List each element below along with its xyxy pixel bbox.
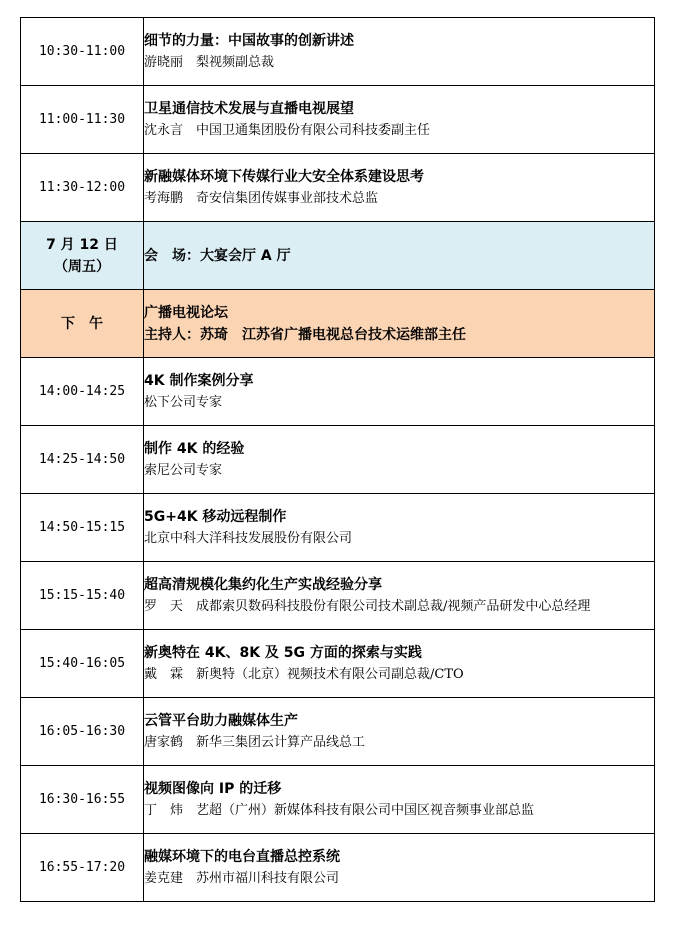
session-title: 广播电视论坛	[144, 304, 228, 321]
date-cell	[21, 222, 144, 290]
session-label: 下 午	[61, 315, 103, 332]
content-cell	[144, 698, 655, 766]
time-cell: 11:00-11:30	[21, 86, 144, 154]
speaker-info: 沈永言 中国卫通集团股份有限公司科技委副主任	[144, 122, 431, 138]
time-cell: 14:00-14:25	[21, 358, 144, 426]
date-label: 7 月 12 日	[46, 236, 118, 253]
talk-title: 卫星通信技术发展与直播电视展望	[144, 100, 354, 117]
table-row	[21, 86, 655, 154]
speaker-info: 松下公司专家	[144, 394, 223, 410]
time-cell: 10:30-11:00	[21, 18, 144, 86]
time-cell: 16:55-17:20	[21, 834, 144, 902]
content-cell	[144, 86, 655, 154]
speaker-info: 罗 天 成都索贝数码科技股份有限公司技术副总裁/视频产品研发中心总经理	[144, 598, 591, 614]
talk-title: 视频图像向 IP 的迁移	[144, 780, 282, 797]
speaker-info: 北京中科大洋科技发展股份有限公司	[144, 530, 353, 546]
table-row	[21, 834, 655, 902]
time-cell: 14:25-14:50	[21, 426, 144, 494]
table-row	[21, 698, 655, 766]
table-row	[21, 426, 655, 494]
session-label-cell	[21, 290, 144, 358]
session-row	[21, 290, 655, 358]
table-row	[21, 154, 655, 222]
table-row	[21, 18, 655, 86]
venue-row	[21, 222, 655, 290]
talk-title: 超高清规模化集约化生产实战经验分享	[144, 576, 382, 593]
speaker-info: 戴 霖 新奥特（北京）视频技术有限公司副总裁/CTO	[144, 666, 464, 682]
content-cell	[144, 562, 655, 630]
session-host: 主持人：苏琦 江苏省广播电视总台技术运维部主任	[144, 326, 466, 343]
talk-title: 新融媒体环境下传媒行业大安全体系建设思考	[144, 168, 424, 185]
talk-title: 制作 4K 的经验	[144, 440, 245, 457]
talk-title: 5G+4K 移动远程制作	[144, 508, 287, 525]
content-cell	[144, 426, 655, 494]
venue-cell	[144, 222, 655, 290]
weekday-label: （周五）	[54, 258, 110, 275]
talk-title: 云管平台助力融媒体生产	[144, 712, 298, 729]
content-cell	[144, 766, 655, 834]
speaker-info: 考海鹏 奇安信集团传媒事业部技术总监	[144, 190, 379, 206]
time-cell: 16:05-16:30	[21, 698, 144, 766]
table-row	[21, 562, 655, 630]
time-cell: 14:50-15:15	[21, 494, 144, 562]
speaker-info: 丁 炜 艺超（广州）新媒体科技有限公司中国区视音频事业部总监	[144, 802, 535, 818]
content-cell	[144, 494, 655, 562]
content-cell	[144, 630, 655, 698]
talk-title: 4K 制作案例分享	[144, 372, 254, 389]
talk-title: 细节的力量：中国故事的创新讲述	[144, 32, 354, 49]
talk-title: 融媒环境下的电台直播总控系统	[144, 848, 340, 865]
time-cell: 15:40-16:05	[21, 630, 144, 698]
table-row	[21, 766, 655, 834]
speaker-info: 游晓丽 梨视频副总裁	[144, 54, 275, 70]
time-cell: 16:30-16:55	[21, 766, 144, 834]
table-row	[21, 494, 655, 562]
session-cell	[144, 290, 655, 358]
content-cell	[144, 358, 655, 426]
speaker-info: 索尼公司专家	[144, 462, 223, 478]
talk-title: 新奥特在 4K、8K 及 5G 方面的探索与实践	[144, 644, 422, 661]
time-cell: 11:30-12:00	[21, 154, 144, 222]
content-cell	[144, 18, 655, 86]
schedule-table	[20, 17, 655, 902]
time-cell: 15:15-15:40	[21, 562, 144, 630]
table-row	[21, 358, 655, 426]
content-cell	[144, 834, 655, 902]
speaker-info: 姜克建 苏州市福川科技有限公司	[144, 870, 340, 886]
content-cell	[144, 154, 655, 222]
venue-label: 会 场：大宴会厅 A 厅	[144, 247, 291, 264]
table-row	[21, 630, 655, 698]
speaker-info: 唐家鹤 新华三集团云计算产品线总工	[144, 734, 366, 750]
